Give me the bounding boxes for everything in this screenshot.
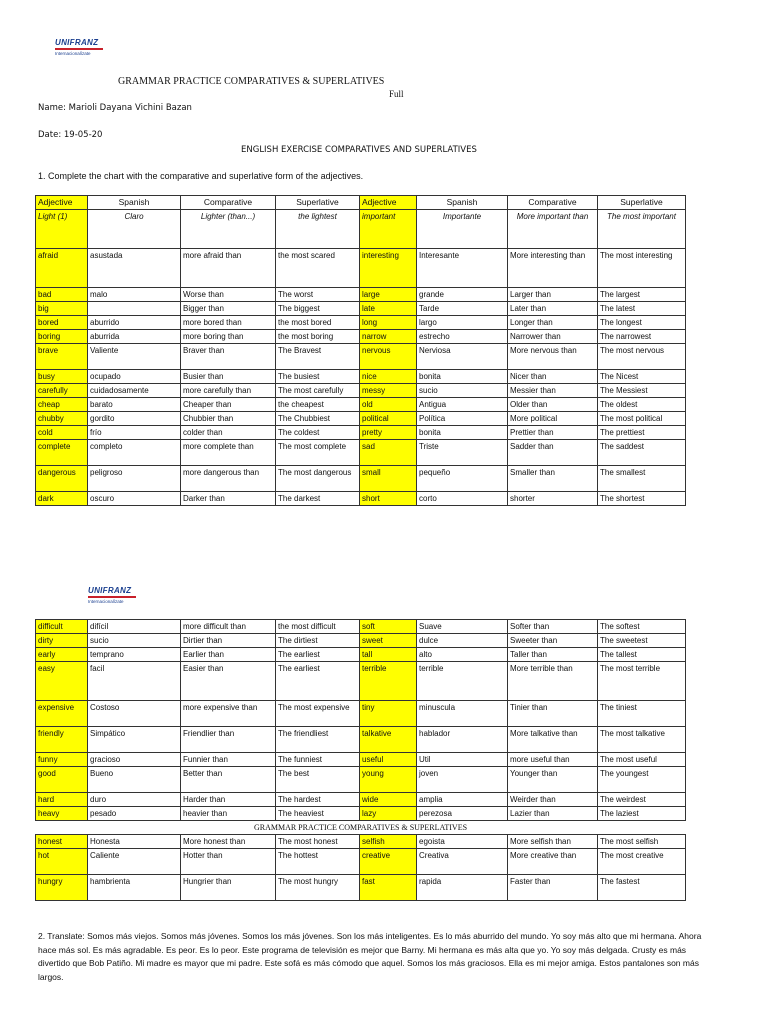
adjective-cell: important <box>360 210 417 249</box>
adjective-cell: hungry <box>36 875 88 901</box>
spanish-cell: Util <box>417 753 508 767</box>
table-row <box>36 302 686 316</box>
date-line: Date: 19-05-20 <box>38 130 103 140</box>
superlative-cell: The earliest <box>276 648 360 662</box>
superlative-cell: The laziest <box>598 807 686 821</box>
comparative-cell: more dangerous than <box>181 466 276 492</box>
adjective-cell: complete <box>36 440 88 466</box>
comparative-cell: colder than <box>181 426 276 440</box>
adjective-cell: good <box>36 767 88 793</box>
superlative-cell: The longest <box>598 316 686 330</box>
adjective-cell: heavy <box>36 807 88 821</box>
superlative-cell: The hottest <box>276 849 360 875</box>
adjective-cell: lazy <box>360 807 417 821</box>
adjective-cell: hot <box>36 849 88 875</box>
superlative-cell: The Messiest <box>598 384 686 398</box>
superlative-cell: The earliest <box>276 662 360 701</box>
table-row <box>36 875 686 901</box>
adjective-cell: sad <box>360 440 417 466</box>
spanish-cell: Antigua <box>417 398 508 412</box>
spanish-cell: amplia <box>417 793 508 807</box>
spanish-cell: facil <box>88 662 181 701</box>
table-row <box>36 727 686 753</box>
comparative-cell: Friendlier than <box>181 727 276 753</box>
superlative-cell: The tallest <box>598 648 686 662</box>
spanish-cell: Nerviosa <box>417 344 508 370</box>
spanish-cell: sucio <box>88 634 181 648</box>
spanish-cell: bonita <box>417 426 508 440</box>
spanish-cell: ocupado <box>88 370 181 384</box>
comparative-cell: Younger than <box>508 767 598 793</box>
comparative-cell: More interesting than <box>508 249 598 288</box>
superlative-cell: The most hungry <box>276 875 360 901</box>
spanish-cell: duro <box>88 793 181 807</box>
adjective-cell: political <box>360 412 417 426</box>
logo-swoosh <box>88 596 136 598</box>
superlative-cell: The heaviest <box>276 807 360 821</box>
superlative-cell: The funniest <box>276 753 360 767</box>
spanish-cell: joven <box>417 767 508 793</box>
comparative-cell: more afraid than <box>181 249 276 288</box>
spanish-cell: pequeño <box>417 466 508 492</box>
table-row <box>36 440 686 466</box>
table-row <box>36 634 686 648</box>
spanish-cell: Interesante <box>417 249 508 288</box>
superlative-cell: The most terrible <box>598 662 686 701</box>
comparative-cell: more boring than <box>181 330 276 344</box>
table-row <box>36 648 686 662</box>
superlative-cell: The busiest <box>276 370 360 384</box>
adjective-cell: cold <box>36 426 88 440</box>
comparative-cell: Weirder than <box>508 793 598 807</box>
table-row <box>36 662 686 701</box>
comparative-cell: Prettier than <box>508 426 598 440</box>
table-row <box>36 849 686 875</box>
table-row <box>36 398 686 412</box>
superlative-cell: The largest <box>598 288 686 302</box>
page-title: GRAMMAR PRACTICE COMPARATIVES & SUPERLATIVES <box>118 76 385 87</box>
instruction-2 <box>38 930 728 984</box>
repeat-title: GRAMMAR PRACTICE COMPARATIVES & SUPERLATIVES <box>253 823 468 832</box>
superlative-cell: The weirdest <box>598 793 686 807</box>
student-name: Name: Marioli Dayana Vichini Bazan <box>38 103 192 113</box>
superlative-cell: The most interesting <box>598 249 686 288</box>
adjective-cell: funny <box>36 753 88 767</box>
table-row <box>36 753 686 767</box>
comparative-cell: Smaller than <box>508 466 598 492</box>
spanish-cell: rapida <box>417 875 508 901</box>
comparative-cell: More selfish than <box>508 835 598 849</box>
adjective-cell: nervous <box>360 344 417 370</box>
adjective-cell: narrow <box>360 330 417 344</box>
adjective-cell: fast <box>360 875 417 901</box>
superlative-cell: The most creative <box>598 849 686 875</box>
comparative-cell: Taller than <box>508 648 598 662</box>
comparative-cell: Hungrier than <box>181 875 276 901</box>
spanish-cell: frío <box>88 426 181 440</box>
spanish-cell: egoista <box>417 835 508 849</box>
adjective-cell: dark <box>36 492 88 506</box>
table-row <box>36 492 686 506</box>
superlative-cell: The softest <box>598 620 686 634</box>
superlative-cell: The Chubbiest <box>276 412 360 426</box>
logo-brand: UNIFRANZ <box>88 586 132 595</box>
superlative-cell: The most honest <box>276 835 360 849</box>
superlative-cell: the cheapest <box>276 398 360 412</box>
comparative-cell: Softer than <box>508 620 598 634</box>
comparative-cell: More honest than <box>181 835 276 849</box>
superlative-cell: The most nervous <box>598 344 686 370</box>
superlative-cell: the lightest <box>276 210 360 249</box>
table-row <box>36 767 686 793</box>
superlative-cell: The youngest <box>598 767 686 793</box>
superlative-cell: The tiniest <box>598 701 686 727</box>
spanish-cell: dulce <box>417 634 508 648</box>
adjective-cell: expensive <box>36 701 88 727</box>
table-row <box>36 620 686 634</box>
comparative-cell: Earlier than <box>181 648 276 662</box>
comparative-cell: Cheaper than <box>181 398 276 412</box>
adjective-cell: short <box>360 492 417 506</box>
spanish-cell: sucio <box>417 384 508 398</box>
full-label: Full <box>389 89 404 99</box>
superlative-cell: The Nicest <box>598 370 686 384</box>
spanish-cell: cuidadosamente <box>88 384 181 398</box>
instruction-1: 1. Complete the chart with the comparative and superlative form of the adjectives. <box>38 171 364 181</box>
superlative-cell: The biggest <box>276 302 360 316</box>
comparative-cell: Darker than <box>181 492 276 506</box>
comparative-cell: Lighter (than...) <box>181 210 276 249</box>
adjective-cell: dirty <box>36 634 88 648</box>
comparative-cell: shorter <box>508 492 598 506</box>
adjective-cell: Light (1) <box>36 210 88 249</box>
spanish-cell: Simpático <box>88 727 181 753</box>
spanish-cell: peligroso <box>88 466 181 492</box>
spanish-cell <box>88 302 181 316</box>
superlative-cell: The oldest <box>598 398 686 412</box>
spanish-cell: pesado <box>88 807 181 821</box>
adjective-cell: honest <box>36 835 88 849</box>
spanish-cell: Costoso <box>88 701 181 727</box>
spanish-cell: temprano <box>88 648 181 662</box>
spanish-cell: alto <box>417 648 508 662</box>
table-row <box>36 835 686 849</box>
table-row <box>36 701 686 727</box>
superlative-cell: The most important <box>598 210 686 249</box>
table-row <box>36 807 686 821</box>
superlative-cell: Superlative <box>276 196 360 210</box>
comparative-cell: Bigger than <box>181 302 276 316</box>
adjective-cell: tiny <box>360 701 417 727</box>
superlative-cell: The darkest <box>276 492 360 506</box>
adjective-cell: useful <box>360 753 417 767</box>
spanish-cell: grande <box>417 288 508 302</box>
superlative-cell: the most scared <box>276 249 360 288</box>
table-row <box>36 426 686 440</box>
comparative-cell: Comparative <box>181 196 276 210</box>
spanish-cell: largo <box>417 316 508 330</box>
comparative-cell: Dirtier than <box>181 634 276 648</box>
comparative-cell: Sweeter than <box>508 634 598 648</box>
comparative-cell: Comparative <box>508 196 598 210</box>
spanish-cell: oscuro <box>88 492 181 506</box>
comparatives-table-1 <box>35 195 686 506</box>
comparative-cell: More important than <box>508 210 598 249</box>
adjective-cell: interesting <box>360 249 417 288</box>
spanish-cell: Política <box>417 412 508 426</box>
adjective-cell: Adjective <box>360 196 417 210</box>
comparative-cell: more expensive than <box>181 701 276 727</box>
logo-subtext: Internacionalízate <box>88 599 124 604</box>
comparative-cell: Older than <box>508 398 598 412</box>
comparative-cell: Nicer than <box>508 370 598 384</box>
spanish-cell: Bueno <box>88 767 181 793</box>
adjective-cell: wide <box>360 793 417 807</box>
adjective-cell: talkative <box>360 727 417 753</box>
comparative-cell: Funnier than <box>181 753 276 767</box>
comparative-cell: Easier than <box>181 662 276 701</box>
adjective-cell: late <box>360 302 417 316</box>
superlative-cell: The worst <box>276 288 360 302</box>
table-row <box>36 288 686 302</box>
spanish-cell: Claro <box>88 210 181 249</box>
adjective-cell: sweet <box>360 634 417 648</box>
table-row <box>36 384 686 398</box>
superlative-cell: the most bored <box>276 316 360 330</box>
logo-swoosh <box>55 48 103 50</box>
adjective-cell: Adjective <box>36 196 88 210</box>
comparative-cell: Sadder than <box>508 440 598 466</box>
comparative-cell: heavier than <box>181 807 276 821</box>
spanish-cell: Spanish <box>88 196 181 210</box>
comparative-cell: More nervous than <box>508 344 598 370</box>
adjective-cell: soft <box>360 620 417 634</box>
example-row <box>36 210 686 249</box>
table-row <box>36 466 686 492</box>
adjective-cell: nice <box>360 370 417 384</box>
spanish-cell: difícil <box>88 620 181 634</box>
table-row <box>36 344 686 370</box>
superlative-cell: The most useful <box>598 753 686 767</box>
table-row <box>36 330 686 344</box>
comparative-cell: Narrower than <box>508 330 598 344</box>
superlative-cell: The prettiest <box>598 426 686 440</box>
table-row <box>36 249 686 288</box>
adjective-cell: dangerous <box>36 466 88 492</box>
comparative-cell: more complete than <box>181 440 276 466</box>
spanish-cell: corto <box>417 492 508 506</box>
table-row <box>36 370 686 384</box>
superlative-cell: The narrowest <box>598 330 686 344</box>
superlative-cell: The most complete <box>276 440 360 466</box>
superlative-cell: The hardest <box>276 793 360 807</box>
comparatives-table-2 <box>35 619 686 901</box>
translate-text: 2. Translate: Somos más viejos. Somos más jóvenes. Somos los más jóvenes. Son los más inteligentes. Es lo más aburrido del mundo. Yo soy más alto que mi hermana. Ahora hace más sol. Es más agradable. Es peor. Es lo peor. Este programa de televisión es mejor que Barny. Mi hermana es más alta que yo. Yo soy más delgada. Crusty es más divertido que Bob Patiño. Mi madre es mayor que mi padre. Este sofá es más cómodo que aquel. Somos los más graciosos. Ella es mi mejor amiga. Estos pantalones son más largos. <box>38 931 702 982</box>
comparative-cell: Faster than <box>508 875 598 901</box>
adjective-cell: chubby <box>36 412 88 426</box>
superlative-cell: the most boring <box>276 330 360 344</box>
spanish-cell: Importante <box>417 210 508 249</box>
adjective-cell: old <box>360 398 417 412</box>
comparative-cell: Better than <box>181 767 276 793</box>
superlative-cell: Superlative <box>598 196 686 210</box>
superlative-cell: The most political <box>598 412 686 426</box>
spanish-cell: perezosa <box>417 807 508 821</box>
comparative-cell: More political <box>508 412 598 426</box>
superlative-cell: The fastest <box>598 875 686 901</box>
spanish-cell: Tarde <box>417 302 508 316</box>
spanish-cell: gordito <box>88 412 181 426</box>
table-row <box>36 793 686 807</box>
superlative-cell: The friendliest <box>276 727 360 753</box>
superlative-cell: The smallest <box>598 466 686 492</box>
adjective-cell: terrible <box>360 662 417 701</box>
comparative-cell: Later than <box>508 302 598 316</box>
comparative-cell: Worse than <box>181 288 276 302</box>
comparative-cell: Chubbier than <box>181 412 276 426</box>
adjective-cell: young <box>360 767 417 793</box>
superlative-cell: The dirtiest <box>276 634 360 648</box>
adjective-cell: messy <box>360 384 417 398</box>
comparative-cell: Tinier than <box>508 701 598 727</box>
superlative-cell: The best <box>276 767 360 793</box>
comparative-cell: more useful than <box>508 753 598 767</box>
superlative-cell: the most difficult <box>276 620 360 634</box>
adjective-cell: friendly <box>36 727 88 753</box>
superlative-cell: The saddest <box>598 440 686 466</box>
adjective-cell: bad <box>36 288 88 302</box>
superlative-cell: The most expensive <box>276 701 360 727</box>
spanish-cell: barato <box>88 398 181 412</box>
adjective-cell: carefully <box>36 384 88 398</box>
spanish-cell: asustada <box>88 249 181 288</box>
spanish-cell: terrible <box>417 662 508 701</box>
repeat-title-row <box>36 821 686 835</box>
adjective-cell: bored <box>36 316 88 330</box>
comparative-cell: More talkative than <box>508 727 598 753</box>
spanish-cell: aburrida <box>88 330 181 344</box>
adjective-cell: big <box>36 302 88 316</box>
spanish-cell: hambrienta <box>88 875 181 901</box>
unifranz-logo <box>55 38 115 56</box>
table-row <box>36 412 686 426</box>
adjective-cell: early <box>36 648 88 662</box>
superlative-cell: The Bravest <box>276 344 360 370</box>
spanish-cell: malo <box>88 288 181 302</box>
comparative-cell: Lazier than <box>508 807 598 821</box>
adjective-cell: boring <box>36 330 88 344</box>
adjective-cell: small <box>360 466 417 492</box>
comparative-cell: Hotter than <box>181 849 276 875</box>
superlative-cell: The latest <box>598 302 686 316</box>
spanish-cell: gracioso <box>88 753 181 767</box>
spanish-cell: Creativa <box>417 849 508 875</box>
logo-subtext: Internacionalízate <box>55 51 91 56</box>
superlative-cell: The coldest <box>276 426 360 440</box>
logo-brand: UNIFRANZ <box>55 38 99 47</box>
spanish-cell: Spanish <box>417 196 508 210</box>
adjective-cell: hard <box>36 793 88 807</box>
comparative-cell: Larger than <box>508 288 598 302</box>
comparative-cell: Busier than <box>181 370 276 384</box>
spanish-cell: Valiente <box>88 344 181 370</box>
adjective-cell: difficult <box>36 620 88 634</box>
spanish-cell: Triste <box>417 440 508 466</box>
superlative-cell: The most selfish <box>598 835 686 849</box>
adjective-cell: easy <box>36 662 88 701</box>
comparative-cell: more difficult than <box>181 620 276 634</box>
header-row <box>36 196 686 210</box>
adjective-cell: pretty <box>360 426 417 440</box>
exercise-title: ENGLISH EXERCISE COMPARATIVES AND SUPERLATIVES <box>241 145 477 155</box>
comparative-cell: Messier than <box>508 384 598 398</box>
spanish-cell: minuscula <box>417 701 508 727</box>
adjective-cell: afraid <box>36 249 88 288</box>
adjective-cell: creative <box>360 849 417 875</box>
adjective-cell: tall <box>360 648 417 662</box>
superlative-cell: The shortest <box>598 492 686 506</box>
unifranz-logo-2 <box>88 586 148 604</box>
table-row <box>36 316 686 330</box>
adjective-cell: selfish <box>360 835 417 849</box>
spanish-cell: hablador <box>417 727 508 753</box>
adjective-cell: cheap <box>36 398 88 412</box>
spanish-cell: aburrido <box>88 316 181 330</box>
spanish-cell: estrecho <box>417 330 508 344</box>
superlative-cell: The most carefully <box>276 384 360 398</box>
spanish-cell: Honesta <box>88 835 181 849</box>
superlative-cell: The most dangerous <box>276 466 360 492</box>
comparative-cell: More terrible than <box>508 662 598 701</box>
comparative-cell: more bored than <box>181 316 276 330</box>
adjective-cell: large <box>360 288 417 302</box>
comparative-cell: Braver than <box>181 344 276 370</box>
spanish-cell: Caliente <box>88 849 181 875</box>
comparative-cell: Longer than <box>508 316 598 330</box>
spanish-cell: Suave <box>417 620 508 634</box>
superlative-cell: The most talkative <box>598 727 686 753</box>
adjective-cell: brave <box>36 344 88 370</box>
adjective-cell: long <box>360 316 417 330</box>
comparative-cell: Harder than <box>181 793 276 807</box>
adjective-cell: busy <box>36 370 88 384</box>
spanish-cell: bonita <box>417 370 508 384</box>
comparative-cell: more carefully than <box>181 384 276 398</box>
spanish-cell: completo <box>88 440 181 466</box>
comparative-cell: More creative than <box>508 849 598 875</box>
superlative-cell: The sweetest <box>598 634 686 648</box>
